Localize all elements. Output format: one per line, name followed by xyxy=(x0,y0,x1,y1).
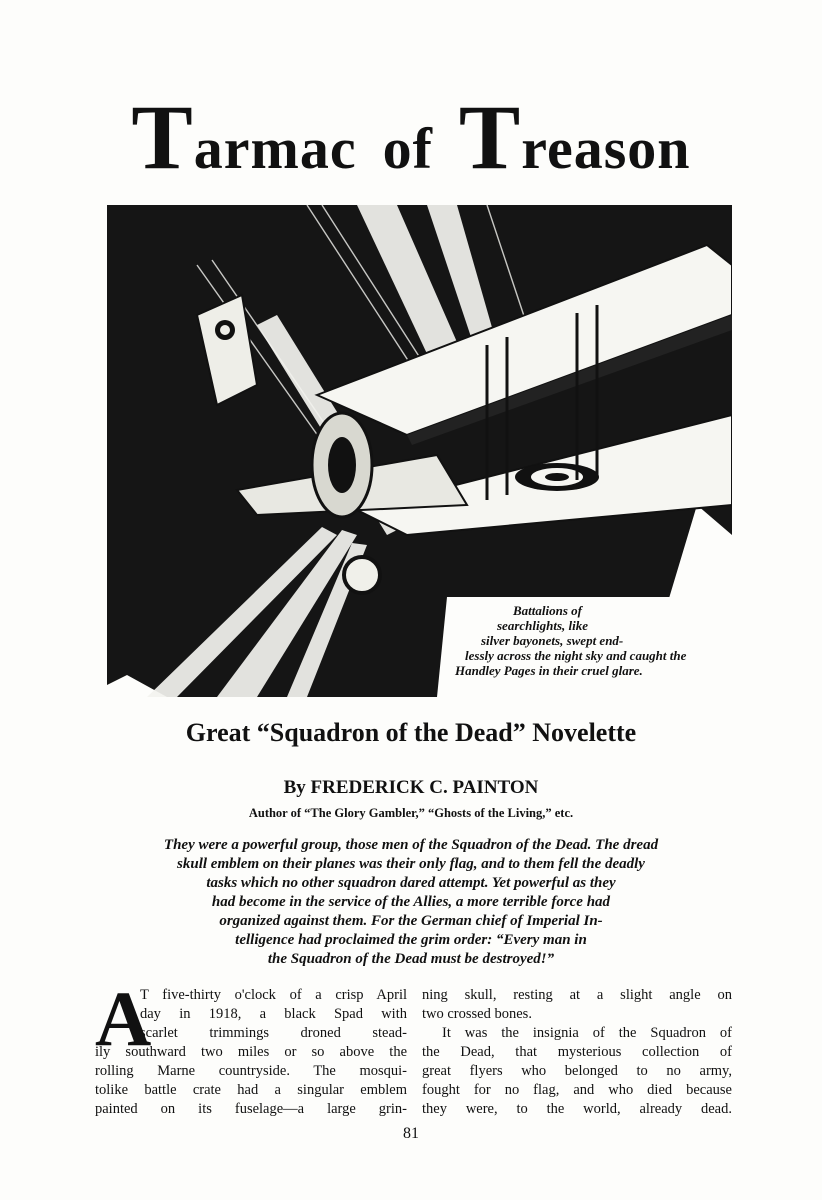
title-word-treason: reason xyxy=(521,116,691,181)
blurb-line: They were a powerful group, those men of the Squadron of the Dead. The dread xyxy=(163,837,659,853)
story-blurb xyxy=(95,836,727,969)
caption-line: Handley Pages in their cruel glare. xyxy=(455,663,643,678)
blurb-line: the Squadron of the Dead must be destroyed!” xyxy=(267,951,555,967)
story-headline: Great “Squadron of the Dead” Novelette xyxy=(185,718,637,747)
drop-cap: A xyxy=(95,975,152,1062)
body-line: the Dead, that mysterious collection of xyxy=(422,1044,732,1060)
blurb-line: had become in the service of the Allies, a more terrible force had xyxy=(211,894,611,910)
caption-line: lessly across the night sky and caught the xyxy=(465,648,687,663)
title-capital-t-2: T xyxy=(458,86,522,188)
illustration-caption xyxy=(455,603,745,678)
body-line: day in 1918, a black Spad with xyxy=(140,1006,407,1022)
body-line: great flyers who belonged to no army, xyxy=(422,1063,732,1079)
body-line: rolling Marne countryside. The mosqui- xyxy=(95,1063,407,1079)
blurb-line: tasks which no other squadron dared attempt. Yet powerful as they xyxy=(206,875,616,891)
blurb-line: skull emblem on their planes was their only flag, and to them fell the deadly xyxy=(177,856,645,872)
caption-line: silver bayonets, swept end- xyxy=(481,633,624,648)
title-capital-t: T xyxy=(131,86,194,188)
blurb-line: organized against them. For the German chief of Imperial In- xyxy=(219,913,603,929)
body-line: two crossed bones. xyxy=(422,1006,532,1022)
body-line: It was the insignia of the Squadron of xyxy=(442,1025,732,1041)
caption-line: searchlights, like xyxy=(497,618,589,633)
body-line: fought for no flag, and who died because xyxy=(422,1082,732,1098)
body-line: painted on its fuselage—a large grin- xyxy=(95,1101,407,1117)
caption-line: Battalions of xyxy=(513,603,582,618)
title-word-of: of xyxy=(382,116,433,181)
body-column-left xyxy=(95,975,407,1119)
blurb-line: telligence had proclaimed the grim order: “Every man in xyxy=(235,932,587,948)
body-line: T five-thirty o'clock of a crisp April xyxy=(140,987,407,1003)
body-line: ning skull, resting at a slight angle on xyxy=(422,987,732,1003)
body-line: they were, to the world, already dead. xyxy=(422,1101,732,1117)
body-line: ily southward two miles or so above the xyxy=(95,1044,407,1060)
page-number: 81 xyxy=(403,1125,419,1142)
body-line: scarlet trimmings droned stead- xyxy=(140,1025,407,1041)
body-line: tolike battle crate had a singular emblem xyxy=(95,1082,407,1098)
body-column-right xyxy=(422,986,732,1119)
byline: By FREDERICK C. PAINTON xyxy=(283,777,539,798)
author-note: Author of “The Glory Gambler,” “Ghosts of the Living,” etc. xyxy=(248,806,574,820)
title-word-tarmac: armac xyxy=(193,116,357,181)
story-title xyxy=(0,86,822,194)
